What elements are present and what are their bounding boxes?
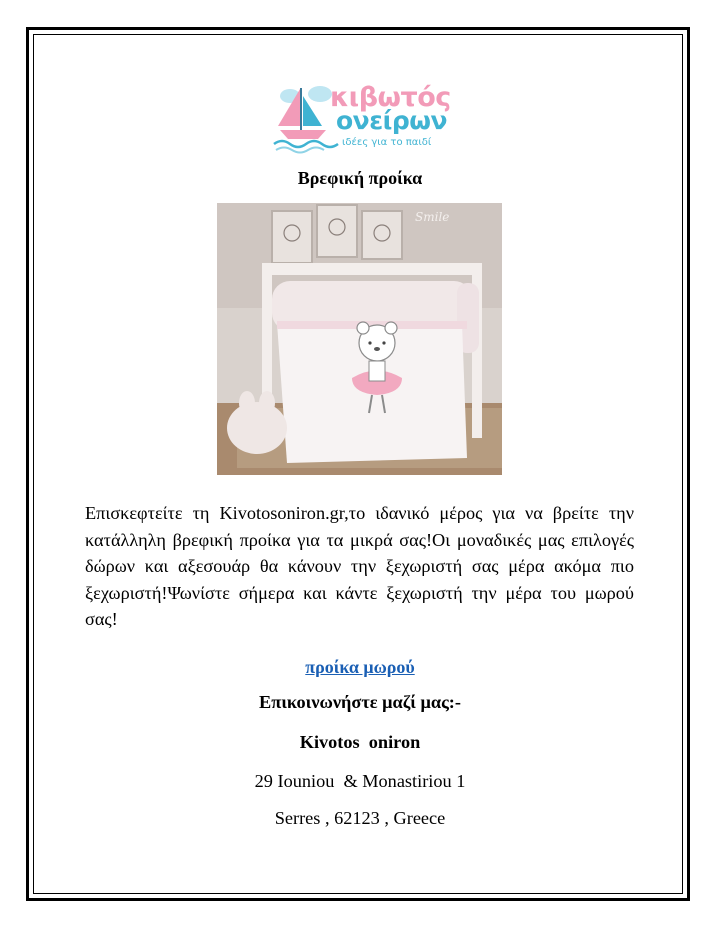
address-street: 29 Iouniou & Monastiriou 1 — [254, 771, 466, 791]
baby-bedding-photo — [217, 203, 502, 475]
logo-text-secondary: ονείρων — [336, 106, 448, 135]
brand-logo — [270, 84, 455, 154]
wall-sign-text: Smile — [415, 210, 450, 224]
contact-heading: Επικοινωνήστε μαζί μας:- — [259, 692, 461, 712]
address-city: Serres , 62123 , Greece — [274, 808, 446, 828]
baby-trousseau-link[interactable]: προίκα μωρού — [305, 657, 415, 677]
logo-text-primary: κιβωτός — [330, 82, 451, 113]
company-name: Kivotos oniron — [299, 732, 421, 752]
description-paragraph: Επισκεφτείτε τη Kivotosoniron.gr,το ιδανικό μέρος για να βρείτε την κατάλληλη βρεφική προίκα για τα μικρά σας!Οι μοναδικές μας επιλογές δώρων και αξεσουάρ θα κάνουν την ξεχωριστή σας μέρα ακόμα πιο ξεχωριστή!Ψωνίστε σήμερα και κάντε ξεχωριστή την μέρα του μωρού σας! — [85, 503, 634, 629]
logo-tagline: ιδέες για το παιδί — [342, 137, 432, 148]
page-title: Βρεφική προίκα — [297, 168, 423, 188]
